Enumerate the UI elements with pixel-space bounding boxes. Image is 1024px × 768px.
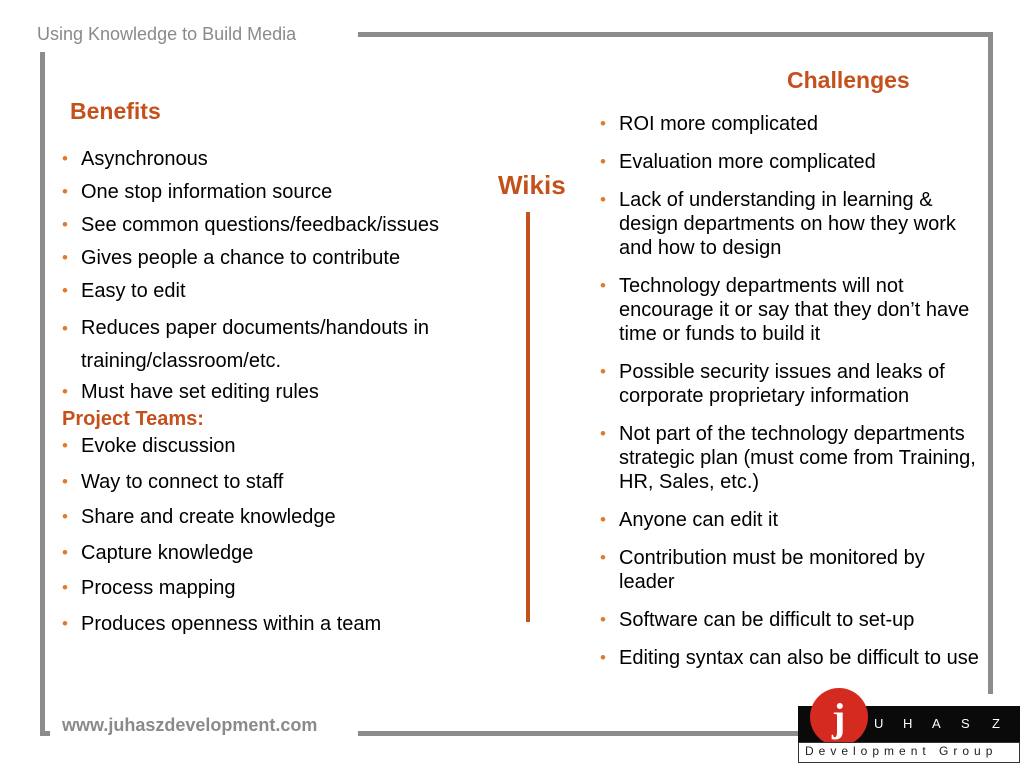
benefits-heading: Benefits [70,98,161,124]
list-item: • Reduces paper documents/handouts in training/classroom/etc. [62,312,502,378]
list-item: • Gives people a chance to contribute [62,246,502,270]
slide-header-title: Using Knowledge to Build Media [37,24,297,44]
list-item: • Editing syntax can also be difficult to use [600,646,985,670]
list-item: • Asynchronous [62,147,502,171]
list-item: • Anyone can edit it [600,508,985,532]
list-item: • Not part of the technology departments strategic plan (must come from Training, HR, Sales, etc.) [600,422,985,494]
wikis-heading: Wikis [498,170,566,200]
frame-left-line [40,52,45,736]
list-item: • Evoke discussion [62,434,502,458]
logo-mark: j [832,695,846,740]
logo-letter: S [961,716,972,731]
list-item: • One stop information source [62,180,502,204]
project-teams-list [62,434,502,647]
list-item: • Must have set editing rules [62,380,502,404]
frame-bottom-left-stub [40,731,50,736]
company-logo [798,686,1020,764]
list-item: • Software can be difficult to set-up [600,608,985,632]
project-teams-heading: Project Teams: [62,408,204,430]
logo-letter: Z [992,716,1002,731]
center-divider [526,212,530,622]
list-item: • Way to connect to staff [62,470,502,494]
logo-letter: H [903,716,915,731]
benefits-list [62,147,502,413]
frame-top-line [358,32,993,37]
logo-subtitle-box [798,742,1020,763]
list-item: • Possible security issues and leaks of corporate proprietary information [600,360,985,408]
logo-letter: A [932,716,943,731]
list-item: • Lack of understanding in learning & design departments on how they work and how to design [600,188,985,260]
list-item: • Technology departments will not encourage it or say that they don’t have time or funds to build it [600,274,985,346]
list-item: • Easy to edit [62,279,502,303]
list-item: • Share and create knowledge [62,505,502,529]
frame-bottom-line [358,731,798,736]
list-item: • Produces openness within a team [62,612,502,636]
logo-letter: U [874,716,886,731]
list-item: • Process mapping [62,576,502,600]
list-item: • See common questions/feedback/issues [62,213,502,237]
list-item: • ROI more complicated [600,112,985,136]
list-item: • Capture knowledge [62,541,502,565]
list-item: • Evaluation more complicated [600,150,985,174]
list-item: • Contribution must be monitored by leader [600,546,985,594]
logo-circle-icon [810,688,868,746]
footer-url: www.juhaszdevelopment.com [62,715,318,735]
frame-right-line [988,32,993,694]
logo-subtitle: Development Group [805,744,998,758]
challenges-list [600,112,985,684]
challenges-heading: Challenges [787,67,910,93]
